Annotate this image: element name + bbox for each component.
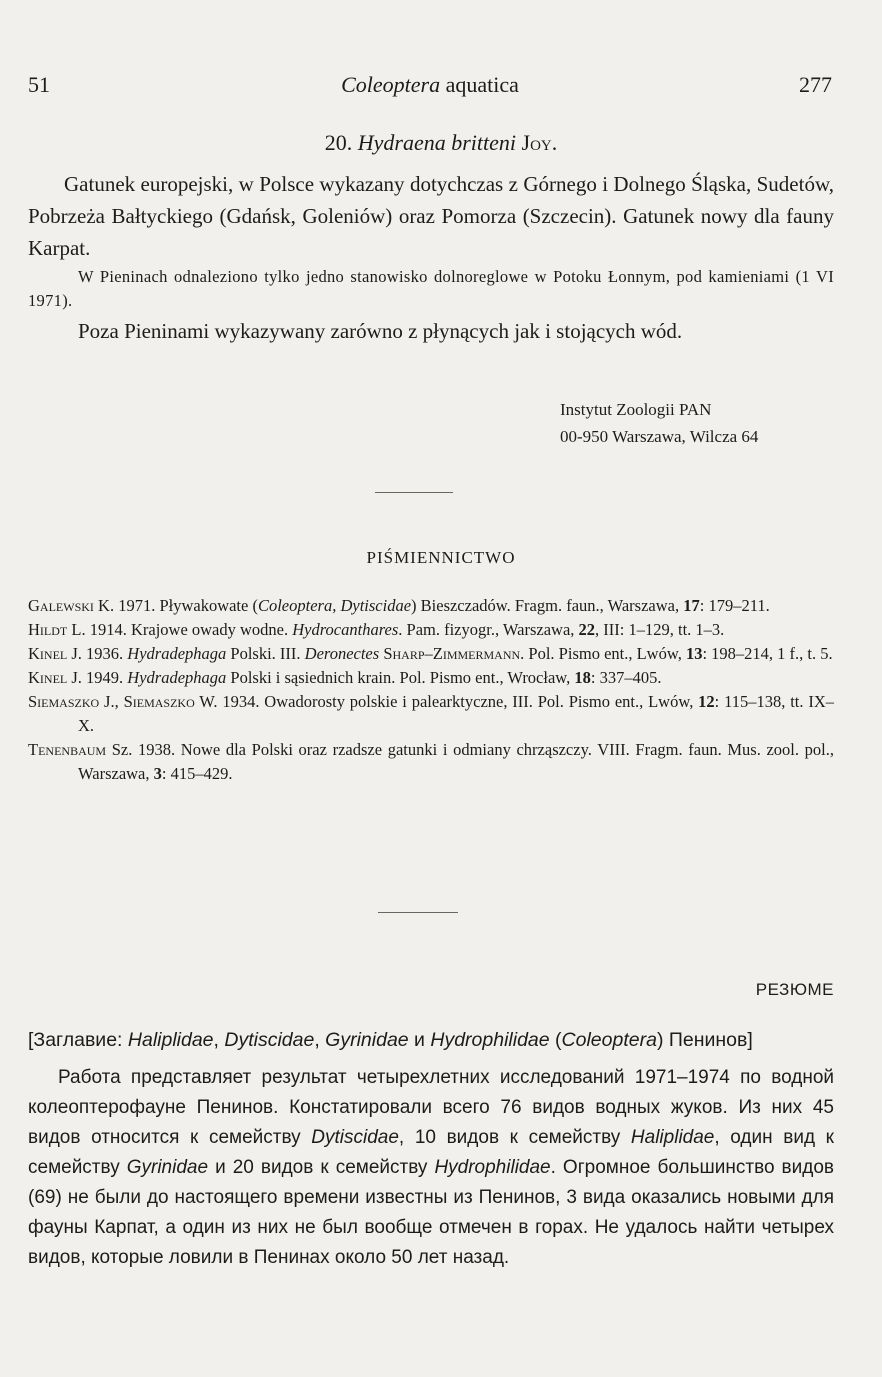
species-number: 20. <box>324 130 353 155</box>
reference-item: Siemaszko J., Siemaszko W. 1934. Owadorosty polskie i palearktyczne, III. Pol. Pismo ent., Lwów, 12: 115–138, tt. IX–X. <box>28 692 835 735</box>
page-number-left: 51 <box>28 72 50 97</box>
resume-body: Работа представляет результат четырехлетних исследований 1971–1974 по водной колеоптерофауне Пенинов. Констатировали всего 76 видов водных жуков. Из них 45 видов относится к семейству Dytiscidae, 10 видов к семейству Haliplidae, один вид к семейству Gyrinidae и 20 видов к семейству Hydrophilidae. Огромное большинство видов (69) не были до настоящего времени известны из Пенинов, 3 вида оказались новыми для фауны Карпат, а один из них не был вообще отмечен в горах. Не удалось найти четырех видов, которые ловили в Пенинах около 50 лет назад. <box>28 1067 834 1268</box>
species-author: Joy. <box>521 130 558 155</box>
running-title-normal: aquatica <box>445 72 519 97</box>
species-title <box>0 130 882 156</box>
paragraph-distribution-text: Gatunek europejski, w Polsce wykazany dotychczas z Górnego i Dolnego Śląska, Sudetów, Pobrzeża Bałtyckiego (Gdańsk, Goleniów) oraz Pomorza (Szczecin). Gatunek nowy dla fauny Karpat. <box>28 172 834 260</box>
page-number-right: 277 <box>799 72 832 97</box>
paragraph-habitat <box>28 315 834 347</box>
paragraph-distribution <box>28 168 834 264</box>
section-divider <box>375 492 453 493</box>
paragraph-locality <box>28 265 834 313</box>
address-line-1: Instytut Zoologii PAN <box>560 400 712 419</box>
reference-item: Kinel J. 1936. Hydradephaga Polski. III. Deronectes Sharp–Zimmermann. Pol. Pismo ent., Lwów, 13: 198–214, 1 f., t. 5. <box>28 644 833 663</box>
reference-item: Hildt L. 1914. Krajowe owady wodne. Hydrocanthares. Pam. fizyogr., Warszawa, 22, III: 1–129, tt. 1–3. <box>28 620 725 639</box>
running-title-italic: Coleoptera <box>341 72 441 97</box>
resume-title: [Заглавие: Haliplidae, Dytiscidae, Gyrinidae и Hydrophilidae (Coleoptera) Пенинов] <box>28 1029 753 1051</box>
address-line-2: 00-950 Warszawa, Wilcza 64 <box>560 427 759 446</box>
paragraph-habitat-text: Poza Pieninami wykazywany zarówno z płynących jak i stojących wód. <box>78 319 683 343</box>
resume-heading: РЕЗЮМЕ <box>755 980 834 999</box>
species-name: Hydraena britteni <box>357 130 517 155</box>
reference-item: Kinel J. 1949. Hydradephaga Polski i sąsiednich krain. Pol. Pismo ent., Wrocław, 18: 337–405. <box>28 668 662 687</box>
section-divider-2 <box>378 912 458 913</box>
reference-item: Galewski K. 1971. Pływakowate (Coleoptera, Dytiscidae) Bieszczadów. Fragm. faun., Warszawa, 17: 179–211. <box>28 596 770 615</box>
author-address <box>560 396 758 450</box>
running-title <box>28 72 832 98</box>
reference-list <box>28 594 834 786</box>
references-heading: PIŚMIENNICTWO <box>366 548 516 567</box>
paragraph-locality-text: W Pieninach odnaleziono tylko jedno stanowisko dolnoreglowe w Potoku Łonnym, pod kamieniami (1 VI 1971). <box>28 267 834 310</box>
reference-item: Tenenbaum Sz. 1938. Nowe dla Polski oraz rzadsze gatunki i odmiany chrząszczy. VIII. Fragm. faun. Mus. zool. pol., Warszawa, 3: 415–429. <box>28 740 834 783</box>
running-header <box>28 72 832 102</box>
